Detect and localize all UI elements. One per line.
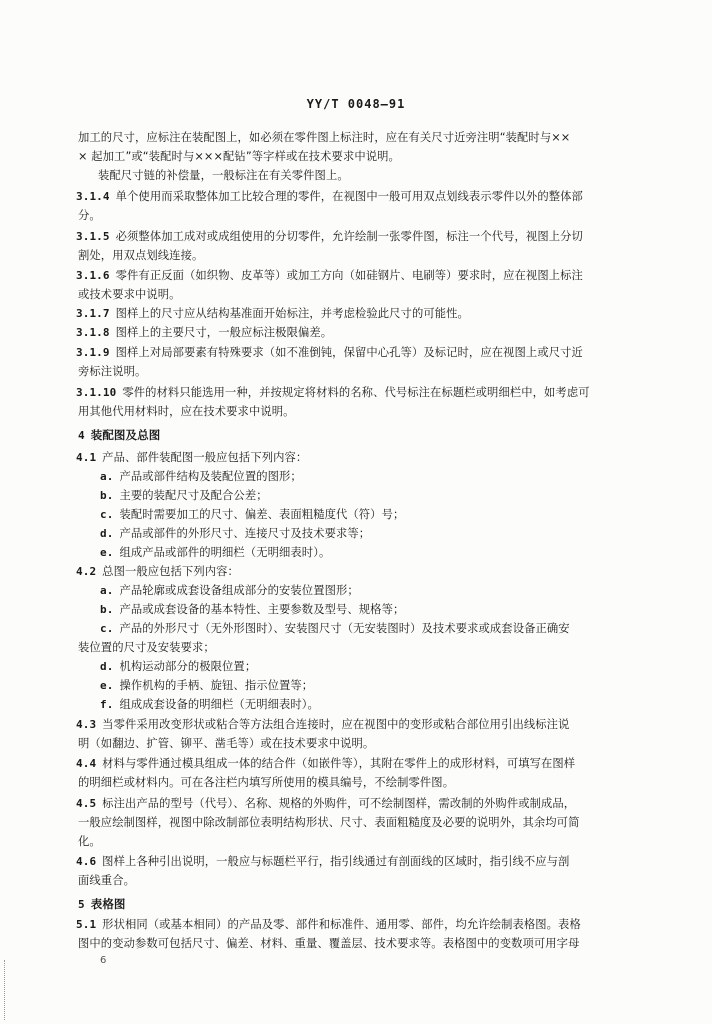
text-line — [76, 797, 575, 811]
text-line — [78, 641, 215, 655]
line-text: 图样上的尺寸应从结构基准面开始标注，并考虑检验此尺寸的可能性。 — [115, 307, 469, 320]
line-text: 一般应绘制图样，视图中除改制部位表明结构形状、尺寸、表面粗糙度及必要的说明外，其余均可简 — [78, 816, 580, 829]
line-text: 割处，用双点划线连接。 — [78, 249, 204, 262]
clause-number: e. — [100, 679, 114, 692]
text-line — [78, 776, 454, 790]
clause-number: b. — [100, 489, 114, 502]
clause-number: 4.6 — [76, 855, 97, 868]
line-text: 产品的外形尺寸（无外形图时）、安装图尺寸（无安装图时）及技术要求或成套设备正确安 — [119, 622, 570, 635]
text-line — [100, 489, 268, 503]
clause-number: 3.1.4 — [76, 190, 110, 203]
text-line — [78, 150, 400, 164]
line-text: 旁标注说明。 — [78, 365, 147, 378]
text-line — [100, 603, 404, 617]
line-text: 图中的变动参数可包括尺寸、偏差、材料、重量、覆盖层、技术要求等。表格图中的变数项可用字母 — [78, 937, 580, 950]
text-line — [100, 679, 313, 693]
line-text: 组成产品或部件的明细栏（无明细表时）。 — [119, 546, 331, 559]
line-text: 形状相同（或基本相同）的产品及零、部件和标准件、通用零、部件，均允许绘制表格图。表格 — [102, 918, 581, 931]
clause-number: b. — [100, 603, 114, 616]
text-line — [76, 718, 569, 732]
clause-number: a. — [100, 470, 114, 483]
clause-number: 3.1.6 — [76, 269, 110, 282]
line-text: 装配图及总图 — [90, 428, 161, 442]
line-text: 面线重合。 — [78, 874, 135, 887]
text-line — [76, 757, 575, 771]
line-text: 表格图 — [90, 897, 126, 911]
line-text: 产品、部件装配图一般应包括下列内容： — [102, 451, 308, 464]
line-text: 装位置的尺寸及安装要求； — [78, 641, 215, 654]
text-line — [100, 508, 404, 522]
line-text: 组成成套设备的明细栏（无明细表时）。 — [119, 698, 319, 711]
text-line — [78, 737, 374, 751]
text-line — [76, 918, 581, 932]
line-text: 加工的尺寸，应标注在装配图上，如必须在零件图上标注时，应在有关尺寸近旁注明“装配时与×× — [78, 131, 571, 144]
clause-number: 3.1.5 — [76, 230, 110, 243]
text-line — [78, 897, 126, 912]
text-line — [100, 584, 359, 598]
text-line — [76, 230, 583, 244]
clause-number: 4 — [78, 429, 85, 442]
line-text: 材料与零件通过模具组成一体的结合件（如嵌件等），其附在零件上的成形材料，可填写在图样 — [102, 757, 576, 770]
line-text: 明（如翻边、扩管、铆平、凿毛等）或在技术要求中说明。 — [78, 737, 375, 750]
clause-number: 3.1.8 — [76, 326, 110, 339]
text-line — [78, 365, 146, 379]
text-line — [76, 190, 583, 204]
text-line — [78, 209, 101, 223]
line-text: 当零件采用改变形状或粘合等方法组合连接时，应在视图中的变形或粘合部位用引出线标注说 — [102, 718, 570, 731]
line-text: 单个使用而采取整体加工比较合理的零件，在视图中一般可用双点划线表示零件以外的整体部 — [115, 190, 583, 203]
line-text: 必须整体加工成对或成组使用的分切零件，允许绘制一张零件图，标注一个代号，视图上分切 — [115, 230, 583, 243]
text-line — [76, 307, 469, 321]
clause-number: 4.1 — [76, 451, 97, 464]
text-line — [78, 874, 135, 888]
text-line — [76, 346, 583, 360]
text-line — [100, 527, 370, 541]
clause-number: 4.4 — [76, 757, 97, 770]
line-text: 图样上各种引出说明，一般应与标题栏平行，指引线通过有剖面线的区域时，指引线不应与剖 — [102, 855, 570, 868]
line-text: 图样上对局部要素有特殊要求（如不准倒钝，保留中心孔等）及标记时，应在视图上或尺寸近 — [115, 346, 583, 359]
text-line — [100, 546, 330, 560]
clause-number: c. — [100, 508, 114, 521]
text-line — [100, 660, 256, 674]
line-text: 主要的装配尺寸及配合公差； — [119, 489, 268, 502]
clause-number: 5 — [78, 898, 85, 911]
page-number: 6 — [100, 955, 107, 966]
text-line — [76, 451, 307, 465]
line-text: 产品或部件结构及装配位置的图形； — [119, 470, 302, 483]
clause-number: 3.1.10 — [76, 386, 117, 399]
line-text: 零件有正反面（如织物、皮革等）或加工方向（如硅钢片、电刷等）要求时，应在视图上标注 — [115, 269, 583, 282]
clause-number: 4.5 — [76, 797, 97, 810]
line-text: 的明细栏或材料内。可在各注栏内填写所使用的模具编号，不绘制零件图。 — [78, 776, 455, 789]
clause-number: 4.3 — [76, 718, 97, 731]
text-line — [78, 937, 579, 951]
line-text: 标注出产品的型号（代号）、名称、规格的外购件，可不绘制图样，需改制的外购件或制成品， — [102, 797, 576, 810]
text-line — [76, 269, 583, 283]
text-line — [78, 816, 579, 830]
clause-number: 4.2 — [76, 565, 97, 578]
clause-number: 3.1.9 — [76, 346, 110, 359]
text-line — [78, 131, 570, 145]
clause-number: 5.1 — [76, 918, 97, 931]
text-line — [76, 386, 590, 400]
clause-number: 3.1.7 — [76, 307, 110, 320]
line-text: 操作机构的手柄、旋钮、指示位置等； — [119, 679, 314, 692]
text-line — [100, 622, 570, 636]
line-text: 总图一般应包括下列内容： — [102, 565, 239, 578]
clause-number: e. — [100, 546, 114, 559]
clause-number: a. — [100, 584, 114, 597]
line-text: 机构运动部分的极限位置； — [119, 660, 257, 673]
line-text: 分。 — [78, 209, 101, 222]
scan-edge-mark — [4, 960, 7, 1020]
line-text: 装配尺寸链的补偿量，一般标注在有关零件图上。 — [98, 169, 349, 182]
text-line — [78, 249, 203, 263]
text-line — [78, 405, 295, 419]
line-text: 用其他代用材料时，应在技术要求中说明。 — [78, 405, 295, 418]
text-line — [98, 169, 349, 183]
clause-number: d. — [100, 660, 114, 673]
line-text: 产品或部件的外形尺寸、连接尺寸及技术要求等； — [119, 527, 371, 540]
line-text: 装配时需要加工的尺寸、偏差、表面粗糙度代（符）号； — [119, 508, 405, 521]
text-line — [76, 326, 332, 340]
text-line — [78, 288, 181, 302]
clause-number: c. — [100, 622, 114, 635]
line-text: 产品轮廓或成套设备组成部分的安装位置图形； — [119, 584, 359, 597]
line-text: 或技术要求中说明。 — [78, 288, 181, 301]
text-line — [78, 428, 160, 443]
line-text: × 起加工”或“装配时与×××配钻”等字样或在技术要求中说明。 — [78, 150, 400, 163]
clause-number: f. — [100, 698, 114, 711]
text-line — [76, 855, 569, 869]
standard-header: YY/T 0048—91 — [306, 97, 406, 111]
clause-number: d. — [100, 527, 114, 540]
text-line — [100, 470, 302, 484]
line-text: 零件的材料只能选用一种，并按规定将材料的名称、代号标注在标题栏或明细栏中，如考虑可 — [122, 386, 590, 399]
line-text: 产品或成套设备的基本特性、主要参数及型号、规格等； — [119, 603, 405, 616]
line-text: 图样上的主要尺寸，一般应标注极限偏差。 — [115, 326, 333, 339]
text-line — [100, 698, 319, 712]
text-line — [76, 565, 239, 579]
text-line — [78, 835, 101, 849]
line-text: 化。 — [78, 835, 101, 848]
